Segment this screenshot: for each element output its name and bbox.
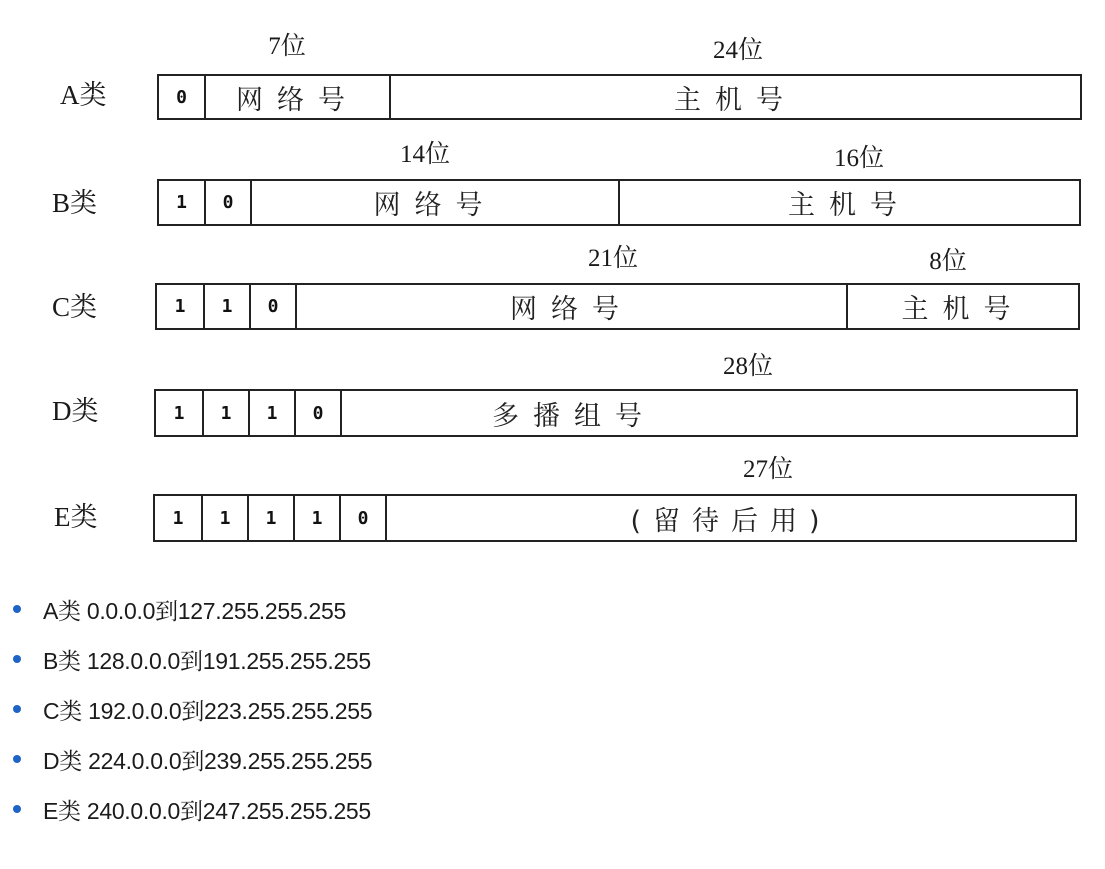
- address-format-e: [153, 494, 1077, 542]
- network-field: 网络号: [252, 181, 620, 224]
- address-format-a: [157, 74, 1082, 120]
- prefix-bit: 0: [251, 285, 297, 328]
- list-item: [10, 734, 372, 784]
- class-label-e: E类: [54, 502, 98, 532]
- prefix-bit: 1: [250, 391, 296, 435]
- bits-label-d-group: 28位: [722, 353, 774, 380]
- class-label-d: D类: [52, 396, 99, 426]
- host-field: 主机号: [674, 84, 797, 116]
- bullet-icon: [13, 605, 21, 613]
- prefix-bit: 0: [341, 496, 387, 540]
- list-item: [10, 784, 372, 834]
- range-text: D类 224.0.0.0到239.255.255.255: [43, 747, 373, 774]
- address-format-c: [155, 283, 1080, 330]
- bullet-icon: [13, 655, 21, 663]
- host-field: 主机号: [901, 294, 1025, 325]
- list-item: [10, 584, 372, 634]
- reserved-field: (留待后用): [630, 505, 832, 537]
- class-label-b: B类: [52, 188, 98, 218]
- range-text: E类 240.0.0.0到247.255.255.255: [43, 797, 371, 824]
- bits-label-b-host: 16位: [833, 145, 885, 172]
- multicast-group-field: 多播组号: [492, 400, 656, 432]
- prefix-bit: 0: [159, 76, 206, 118]
- address-format-d: [154, 389, 1078, 437]
- prefix-bit: 1: [204, 391, 250, 435]
- bullet-icon: [13, 705, 21, 713]
- prefix-bit: 1: [156, 391, 204, 435]
- prefix-bit: 0: [206, 181, 252, 224]
- list-item: [10, 684, 372, 734]
- class-label-a: A类: [60, 80, 107, 110]
- network-field: 网络号: [206, 76, 391, 118]
- bullet-icon: [13, 805, 21, 813]
- prefix-bit: 1: [203, 496, 249, 540]
- prefix-bit: 1: [159, 181, 206, 224]
- range-text: A类 0.0.0.0到127.255.255.255: [43, 597, 346, 624]
- range-text: C类 192.0.0.0到223.255.255.255: [43, 697, 373, 724]
- address-range-list: [10, 584, 372, 834]
- bits-label-c-host: 8位: [929, 248, 967, 275]
- prefix-bit: 1: [205, 285, 251, 328]
- bits-label-c-network: 21位: [587, 245, 639, 272]
- prefix-bit: 1: [249, 496, 295, 540]
- list-item: [10, 634, 372, 684]
- prefix-bit: 1: [157, 285, 205, 328]
- address-format-b: [157, 179, 1081, 226]
- bullet-icon: [13, 755, 21, 763]
- network-field: 网络号: [297, 285, 848, 328]
- bits-label-b-network: 14位: [399, 141, 451, 168]
- host-field: 主机号: [788, 190, 911, 221]
- bits-label-e-reserved: 27位: [742, 456, 794, 483]
- range-text: B类 128.0.0.0到191.255.255.255: [43, 647, 371, 674]
- class-label-c: C类: [52, 292, 98, 322]
- bits-label-a-host: 24位: [712, 37, 764, 64]
- prefix-bit: 1: [295, 496, 341, 540]
- bits-label-a-network: 7位: [268, 33, 306, 60]
- prefix-bit: 1: [155, 496, 203, 540]
- prefix-bit: 0: [296, 391, 342, 435]
